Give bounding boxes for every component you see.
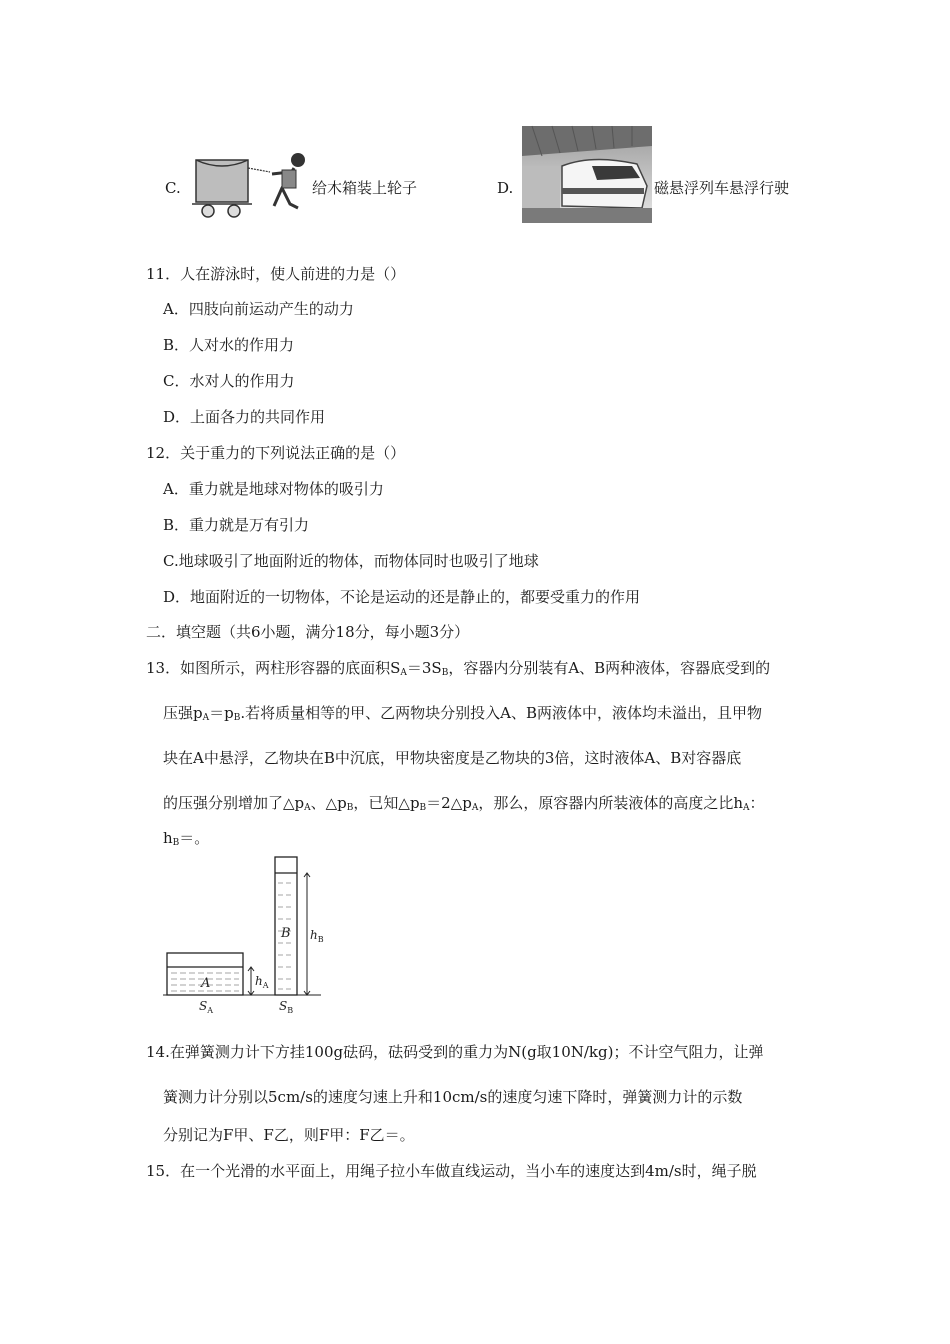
section-heading: 二．填空题（共6小题，满分18分，每小题3分） [146,623,470,641]
container-diagram [163,855,323,1017]
q11-option-d: D．上面各力的共同作用 [163,408,326,426]
q13-line-5: $h_B=$。 [163,829,210,848]
q11-stem: 11．人在游泳时，使人前进的力是（） [146,265,406,283]
label-sb: $S_B$ [279,999,294,1015]
q12-option-d: D．地面附近的一切物体，不论是运动的还是静止的，都要受重力的作用 [163,588,641,606]
q11-option-b: B．人对水的作用力 [163,336,295,354]
q13-line-3: 块在A中悬浮，乙物块在B中沉底，甲物块密度是乙物块的3倍，这时液体A、B对容器底 [163,749,742,767]
maglev-train-photo [522,126,652,223]
q14-line-2: 簧测力计分别以5cm/s的速度匀速上升和10cm/s的速度匀速下降时，弹簧测力计的示数 [163,1088,743,1106]
option-d-letter: D. [497,179,514,197]
label-b: B [281,926,291,941]
label-ha: $h_A$ [255,974,269,990]
q14-line-3: 分别记为F甲、F乙，则F甲：F乙＝。 [163,1126,415,1144]
boy-pushing-cart-illustration [190,148,312,224]
option-c-text: 给木箱装上轮子 [312,179,418,197]
q14-line-1: 14.在弹簧测力计下方挂100g砝码，砝码受到的重力为N(g取10N/kg)；不计空气阻力，让弹 [146,1043,764,1061]
q12-option-a: A．重力就是地球对物体的吸引力 [163,480,384,498]
q12-stem: 12．关于重力的下列说法正确的是（） [146,444,406,462]
q11-option-a: A．四肢向前运动产生的动力 [163,300,354,318]
q12-option-b: B．重力就是万有引力 [163,516,310,534]
q13-line-1: 13．如图所示，两柱形容器的底面积$S_A=3S_B$，容器内分别装有A、B两种液体，容器底受到的 [146,659,771,678]
q13-line-4: 的压强分别增加了$\triangle p_A$、$\triangle p_B$，已知$\triangle p_B=2\triangle p_A$，那么，原容器内所装液体的高度之比$h_A$： [163,794,765,813]
option-d-text: 磁悬浮列车悬浮行驶 [654,179,790,197]
q11-option-c: C．水对人的作用力 [163,372,295,390]
q12-option-c: C.地球吸引了地面附近的物体，而物体同时也吸引了地球 [163,552,539,570]
label-hb: $h_B$ [310,928,324,944]
q15-line-1: 15．在一个光滑的水平面上，用绳子拉小车做直线运动，当小车的速度达到4m/s时，绳子脱 [146,1162,757,1180]
q13-line-2: 压强$p_A=p_B$.若将质量相等的甲、乙两物块分别投入A、B两液体中，液体均未溢出，且甲物 [163,704,762,723]
label-a: A [201,976,211,991]
label-sa: $S_A$ [199,999,214,1015]
option-c-letter: C. [165,179,181,197]
